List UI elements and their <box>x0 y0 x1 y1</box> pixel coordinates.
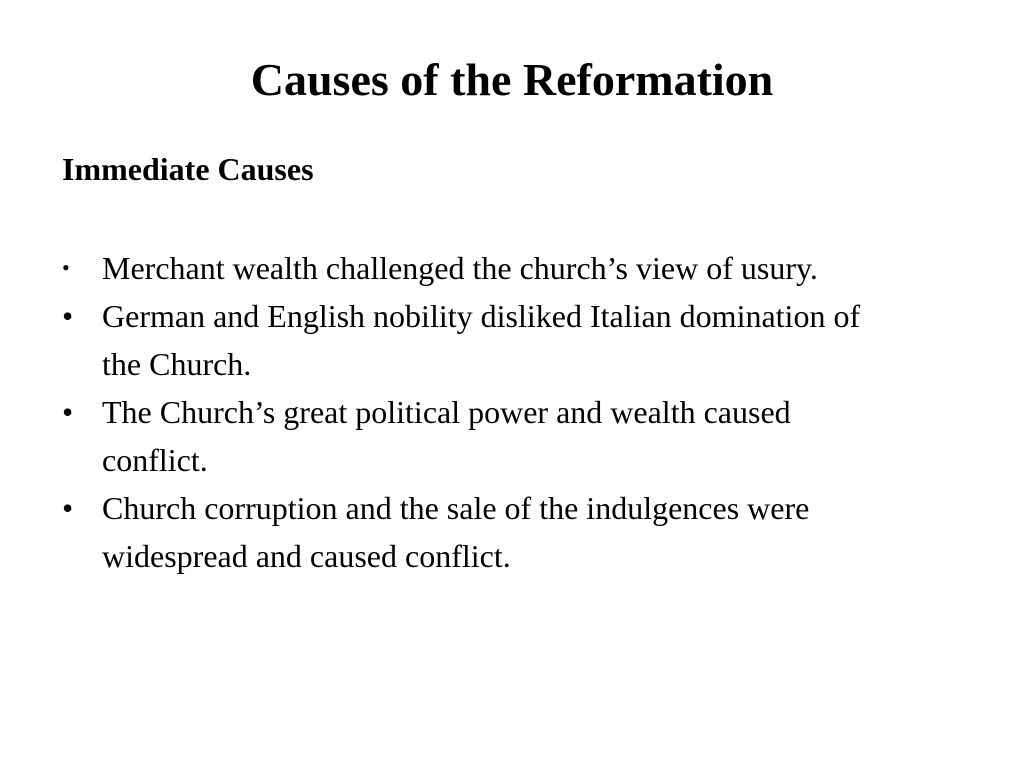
bullet-item <box>62 388 962 484</box>
bullet-item <box>62 484 962 580</box>
bullet-item <box>62 292 962 388</box>
bullet-list <box>62 244 962 580</box>
bullet-marker: • <box>62 298 74 334</box>
bullet-text: The Church’s great political power and wealth caused conflict. <box>102 394 791 478</box>
bullet-marker: • <box>62 394 74 430</box>
bullet-marker: • <box>62 490 74 526</box>
slide-title: Causes of the Reformation <box>250 54 774 105</box>
bullet-text: German and English nobility disliked Italian domination of the Church. <box>102 298 861 382</box>
bullet-text: Church corruption and the sale of the indulgences were widespread and caused conflict. <box>102 490 810 574</box>
bullet-text: Merchant wealth challenged the church’s view of usury. <box>102 250 818 286</box>
bullet-marker: • <box>62 255 70 280</box>
bullet-item <box>62 244 962 292</box>
section-heading: Immediate Causes <box>62 151 314 187</box>
